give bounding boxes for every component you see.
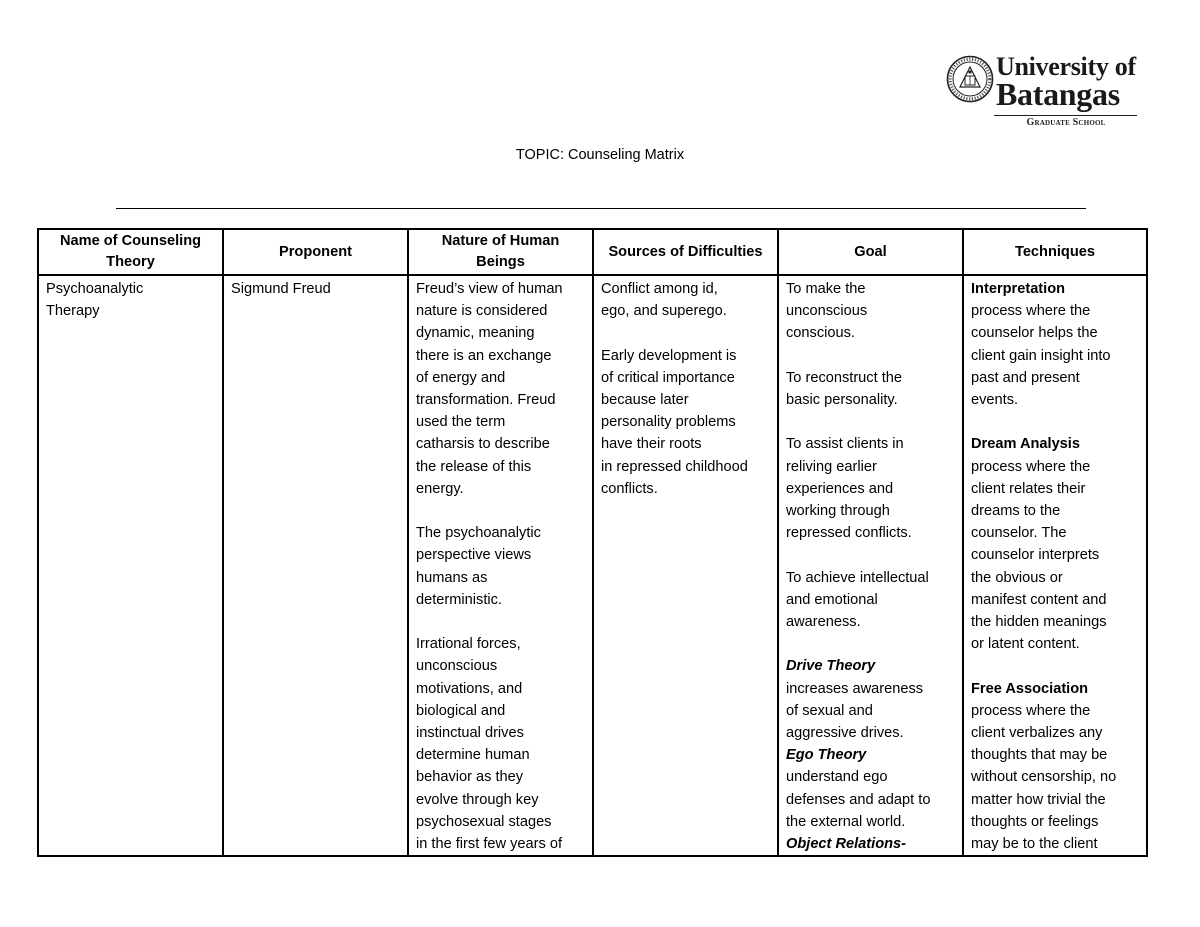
header-goal: Goal	[778, 229, 963, 275]
logo-batangas: Batangas	[996, 76, 1120, 112]
cell-sources	[593, 275, 778, 856]
logo-subtitle: Graduate School	[1026, 117, 1106, 128]
cell-proponent	[223, 275, 408, 856]
cell-nature	[408, 275, 593, 856]
technique-interpretation-title: Interpretation	[971, 281, 1066, 297]
counseling-matrix-table	[37, 228, 1148, 857]
technique-free-association-title: Free Association	[971, 680, 1089, 697]
nature-paragraph-3: Irrational forces, unconscious motivations, and biological and instinctual drives determine human behavior as they evolve through key psychosexual stages in the first few years of	[416, 636, 562, 853]
university-seal-icon	[946, 54, 994, 104]
goal-paragraph-2: To reconstruct the basic personality.	[786, 369, 902, 408]
proponent-name: Sigmund Freud	[231, 281, 331, 297]
header-sources: Sources of Difficulties	[593, 229, 778, 275]
university-logo	[946, 52, 1140, 128]
technique-interpretation-text: process where the counselor helps the client gain insight into past and present events.	[971, 303, 1111, 409]
nature-paragraph-2: The psychoanalytic perspective views humans as deterministic.	[416, 525, 541, 608]
header-theory: Name of Counseling Theory	[38, 229, 223, 275]
goal-ego-theory-text: understand ego defenses and adapt to the external world.	[786, 769, 931, 830]
technique-dream-analysis-text: process where the client relates their dreams to the counselor. The counselor interprets the obvious or manifest content and the hidden meanings or latent content.	[971, 458, 1107, 653]
nature-paragraph-1: Freud’s view of human nature is considered dynamic, meaning there is an exchange of energy and transformation. Freud used the term catharsis to describe the release of this energy.	[416, 281, 563, 497]
goal-drive-theory-text: increases awareness of sexual and aggressive drives.	[786, 680, 924, 741]
goal-paragraph-4: To achieve intellectual and emotional awareness.	[786, 569, 929, 630]
table-row	[38, 275, 1147, 856]
sources-paragraph-2: Early development is of critical importance because later personality problems have their roots in repressed childhood conflicts.	[601, 347, 748, 497]
cell-goal	[778, 275, 963, 856]
table-header-row	[38, 229, 1147, 275]
cell-theory	[38, 275, 223, 856]
technique-dream-analysis-title: Dream Analysis	[971, 436, 1080, 453]
goal-object-relations-title: Object Relations-	[786, 836, 907, 853]
sources-paragraph-1: Conflict among id, ego, and superego.	[601, 281, 727, 320]
goal-paragraph-3: To assist clients in reliving earlier experiences and working through repressed conflicts.	[786, 436, 912, 542]
logo-divider	[994, 115, 1137, 116]
theory-name: Psychoanalytic Therapy	[46, 281, 144, 320]
goal-drive-theory-title: Drive Theory	[786, 658, 876, 675]
topic-divider	[116, 208, 1086, 209]
header-proponent: Proponent	[223, 229, 408, 275]
goal-ego-theory-title: Ego Theory	[786, 747, 867, 764]
header-techniques: Techniques	[963, 229, 1147, 275]
technique-free-association-text: process where the client verbalizes any thoughts that may be without censorship, no matter how trivial the thoughts or feelings may be to the client	[971, 702, 1117, 853]
goal-paragraph-1: To make the unconscious conscious.	[786, 281, 868, 342]
header-nature: Nature of Human Beings	[408, 229, 593, 275]
cell-techniques	[963, 275, 1147, 856]
logo-university-of: University of	[996, 52, 1136, 81]
topic-title: TOPIC: Counseling Matrix	[515, 147, 685, 163]
